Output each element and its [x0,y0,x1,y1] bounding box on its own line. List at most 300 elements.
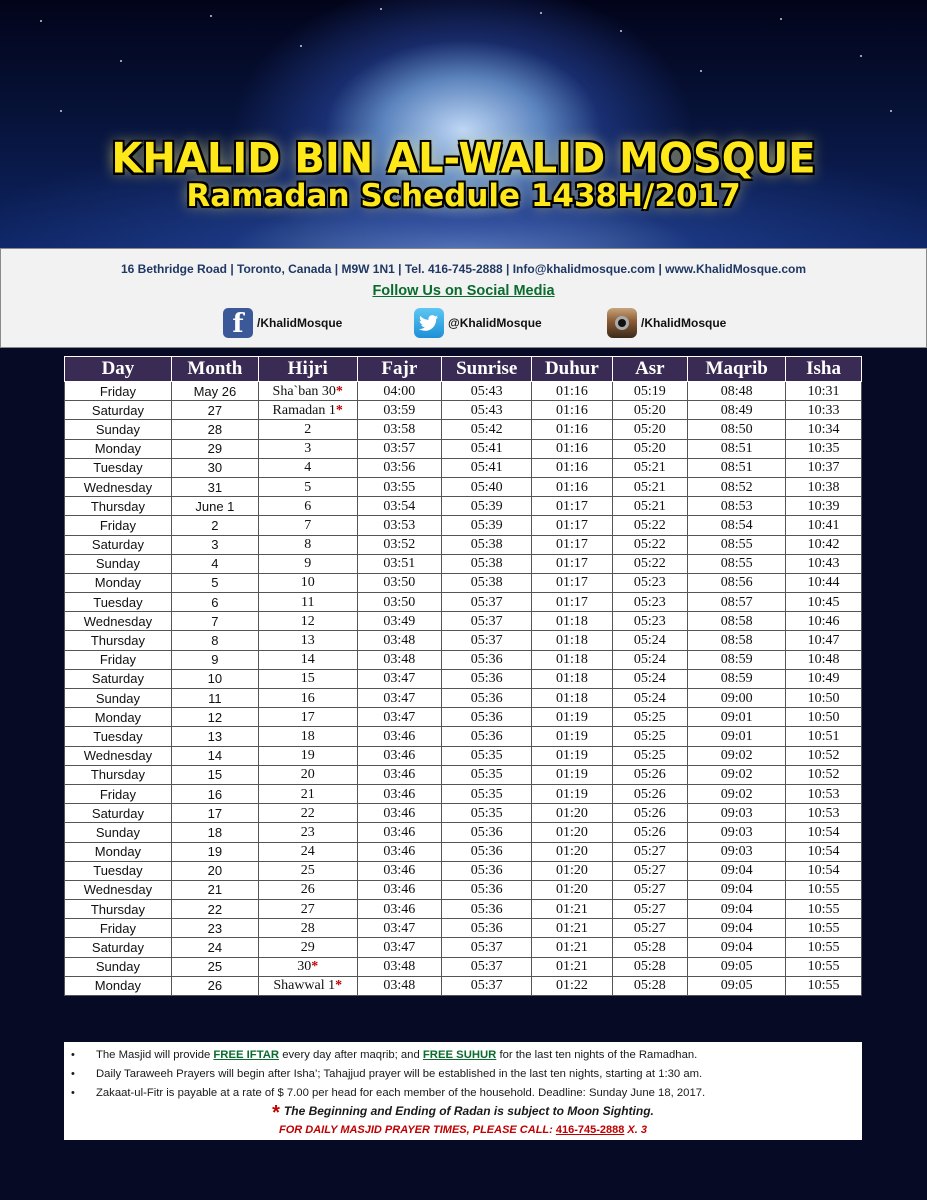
moon-sighting-asterisk: * [311,959,319,975]
fajr-cell: 03:46 [357,823,442,842]
hijri-cell [258,689,357,708]
fajr-cell: 03:46 [357,746,442,765]
sunrise-cell: 05:36 [442,900,532,919]
isha-cell: 10:53 [786,804,862,823]
fajr-cell: 03:52 [357,535,442,554]
hijri-date: 15 [300,671,315,687]
col-header-maqrib: Maqrib [688,357,786,382]
maqrib-cell: 09:00 [688,689,786,708]
maqrib-cell: 08:49 [688,401,786,420]
instagram-handle[interactable]: /KhalidMosque [641,316,727,330]
table-row [65,823,862,842]
hijri-cell [258,938,357,957]
fajr-cell: 03:46 [357,861,442,880]
sunrise-cell: 05:39 [442,516,532,535]
isha-cell: 10:54 [786,823,862,842]
month-cell: 24 [171,938,258,957]
asr-cell: 05:27 [612,880,688,899]
month-cell: 2 [171,516,258,535]
isha-cell: 10:44 [786,573,862,592]
duhur-cell: 01:16 [532,477,612,496]
table-row [65,612,862,631]
table-row [65,957,862,976]
free-suhur-highlight: FREE SUHUR [422,1049,497,1061]
asr-cell: 05:26 [612,804,688,823]
table-row [65,976,862,995]
day-cell: Monday [65,573,172,592]
sunrise-cell: 05:36 [442,689,532,708]
hijri-date: 27 [300,901,315,917]
isha-cell: 10:52 [786,746,862,765]
fajr-cell: 03:54 [357,497,442,516]
star-decoration [120,60,122,62]
note-free-iftar [71,1047,862,1066]
hijri-cell [258,900,357,919]
social-instagram[interactable] [607,307,726,339]
hijri-date: 25 [300,863,315,879]
asr-cell: 05:23 [612,573,688,592]
moon-sighting-asterisk: * [335,402,343,418]
fajr-cell: 03:50 [357,573,442,592]
fajr-cell: 03:56 [357,458,442,477]
table-row [65,880,862,899]
hijri-cell [258,420,357,439]
duhur-cell: 01:21 [532,957,612,976]
hijri-date: 28 [300,920,315,936]
isha-cell: 10:54 [786,842,862,861]
hijri-cell [258,823,357,842]
fajr-cell: 03:48 [357,976,442,995]
asr-cell: 05:27 [612,842,688,861]
table-row [65,842,862,861]
star-decoration [620,30,622,32]
maqrib-cell: 09:04 [688,938,786,957]
fajr-cell: 03:59 [357,401,442,420]
maqrib-cell: 08:57 [688,593,786,612]
fajr-cell: 03:47 [357,669,442,688]
sunrise-cell: 05:36 [442,842,532,861]
fajr-cell: 03:47 [357,708,442,727]
month-cell: May 26 [171,382,258,401]
note-taraweeh [71,1066,862,1085]
duhur-cell: 01:20 [532,823,612,842]
table-row [65,746,862,765]
twitter-handle[interactable]: @KhalidMosque [448,316,542,330]
duhur-cell: 01:16 [532,382,612,401]
day-cell: Sunday [65,420,172,439]
hijri-cell [258,439,357,458]
table-row [65,382,862,401]
hijri-date: 16 [300,690,315,706]
fajr-cell: 03:46 [357,842,442,861]
hijri-date: 26 [300,882,315,898]
table-row [65,784,862,803]
maqrib-cell: 09:05 [688,976,786,995]
day-cell: Sunday [65,689,172,708]
moon-sighting-asterisk: * [335,383,343,399]
maqrib-cell: 09:03 [688,842,786,861]
asr-cell: 05:23 [612,612,688,631]
hijri-date: 2 [304,421,312,437]
table-row [65,861,862,880]
asr-cell: 05:27 [612,919,688,938]
hijri-date: 29 [300,940,315,956]
hijri-date: 24 [300,844,315,860]
table-row [65,804,862,823]
maqrib-cell: 09:01 [688,708,786,727]
month-cell: 23 [171,919,258,938]
call-label: FOR DAILY MASJID PRAYER TIMES, PLEASE CALL: [279,1124,556,1136]
month-cell: 5 [171,573,258,592]
star-decoration [300,45,302,47]
day-cell: Saturday [65,535,172,554]
maqrib-cell: 09:04 [688,861,786,880]
hijri-date: 11 [300,594,315,610]
hijri-cell [258,861,357,880]
maqrib-cell: 08:52 [688,477,786,496]
asr-cell: 05:26 [612,765,688,784]
duhur-cell: 01:20 [532,880,612,899]
hijri-cell [258,880,357,899]
sunrise-cell: 05:41 [442,439,532,458]
hijri-cell [258,401,357,420]
col-header-asr: Asr [612,357,688,382]
asr-cell: 05:25 [612,727,688,746]
sunrise-cell: 05:36 [442,823,532,842]
hijri-cell [258,477,357,496]
day-cell: Saturday [65,938,172,957]
star-decoration [780,18,782,20]
isha-cell: 10:43 [786,554,862,573]
isha-cell: 10:55 [786,938,862,957]
hijri-cell [258,708,357,727]
hijri-date: 22 [300,805,315,821]
asr-cell: 05:19 [612,382,688,401]
sunrise-cell: 05:38 [442,573,532,592]
duhur-cell: 01:18 [532,631,612,650]
day-cell: Sunday [65,823,172,842]
asr-cell: 05:21 [612,477,688,496]
month-cell: 14 [171,746,258,765]
day-cell: Saturday [65,401,172,420]
sunrise-cell: 05:38 [442,535,532,554]
day-cell: Wednesday [65,746,172,765]
isha-cell: 10:55 [786,880,862,899]
isha-cell: 10:49 [786,669,862,688]
day-cell: Saturday [65,669,172,688]
duhur-cell: 01:16 [532,458,612,477]
maqrib-cell: 09:04 [688,900,786,919]
fajr-cell: 03:58 [357,420,442,439]
maqrib-cell: 09:03 [688,804,786,823]
table-row [65,573,862,592]
col-header-duhur: Duhur [532,357,612,382]
isha-cell: 10:51 [786,727,862,746]
fajr-cell: 03:53 [357,516,442,535]
month-cell: 4 [171,554,258,573]
isha-cell: 10:50 [786,708,862,727]
hijri-date: 18 [300,728,315,744]
maqrib-cell: 08:51 [688,458,786,477]
sunrise-cell: 05:40 [442,477,532,496]
sunrise-cell: 05:36 [442,727,532,746]
hijri-date: 4 [304,460,312,476]
star-decoration [40,20,42,22]
hijri-cell [258,497,357,516]
asr-cell: 05:22 [612,516,688,535]
hijri-cell [258,919,357,938]
hijri-date: 12 [300,613,315,629]
asr-cell: 05:26 [612,823,688,842]
sunrise-cell: 05:42 [442,420,532,439]
isha-cell: 10:54 [786,861,862,880]
col-header-month: Month [171,357,258,382]
hijri-cell [258,727,357,746]
day-cell: Monday [65,842,172,861]
moon-sighting-asterisk: * [335,978,343,994]
table-row [65,765,862,784]
month-cell: 25 [171,957,258,976]
month-cell: 20 [171,861,258,880]
maqrib-cell: 09:05 [688,957,786,976]
fajr-cell: 03:50 [357,593,442,612]
day-cell: Thursday [65,765,172,784]
duhur-cell: 01:21 [532,938,612,957]
sunrise-cell: 05:37 [442,593,532,612]
month-cell: 12 [171,708,258,727]
day-cell: Wednesday [65,477,172,496]
maqrib-cell: 08:53 [688,497,786,516]
hijri-cell [258,976,357,995]
maqrib-cell: 09:04 [688,919,786,938]
sunrise-cell: 05:37 [442,957,532,976]
sunrise-cell: 05:43 [442,382,532,401]
fajr-cell: 03:46 [357,727,442,746]
note-text: Zakaat-ul-Fitr is payable at a rate of $ 7.00 per head for each member of the household. Deadline: Sunday June 18, 2017. [96,1087,706,1099]
duhur-cell: 01:19 [532,765,612,784]
isha-cell: 10:45 [786,593,862,612]
table-row [65,458,862,477]
isha-cell: 10:47 [786,631,862,650]
isha-cell: 10:53 [786,784,862,803]
social-twitter[interactable] [414,307,542,339]
maqrib-cell: 08:56 [688,573,786,592]
fajr-cell: 03:46 [357,900,442,919]
month-cell: 6 [171,593,258,612]
month-cell: 18 [171,823,258,842]
hijri-date: Shawwal 1 [273,978,336,994]
asr-cell: 05:21 [612,497,688,516]
fajr-cell: 03:47 [357,938,442,957]
asr-cell: 05:25 [612,708,688,727]
month-cell: 8 [171,631,258,650]
month-cell: 27 [171,401,258,420]
star-decoration [540,12,542,14]
day-cell: Friday [65,650,172,669]
day-cell: Thursday [65,497,172,516]
isha-cell: 10:48 [786,650,862,669]
fajr-cell: 03:49 [357,612,442,631]
table-row [65,497,862,516]
day-cell: Friday [65,784,172,803]
maqrib-cell: 09:03 [688,823,786,842]
hijri-cell [258,516,357,535]
isha-cell: 10:37 [786,458,862,477]
table-row [65,650,862,669]
month-cell: 15 [171,765,258,784]
duhur-cell: 01:19 [532,727,612,746]
sunrise-cell: 05:36 [442,919,532,938]
table-row [65,708,862,727]
duhur-cell: 01:20 [532,804,612,823]
col-header-sunrise: Sunrise [442,357,532,382]
facebook-handle[interactable]: /KhalidMosque [257,316,343,330]
day-cell: Tuesday [65,861,172,880]
asr-cell: 05:21 [612,458,688,477]
asr-cell: 05:25 [612,746,688,765]
month-cell: June 1 [171,497,258,516]
maqrib-cell: 08:58 [688,612,786,631]
asr-cell: 05:20 [612,401,688,420]
isha-cell: 10:33 [786,401,862,420]
isha-cell: 10:55 [786,976,862,995]
month-cell: 31 [171,477,258,496]
star-decoration [380,8,382,10]
hijri-date: 20 [300,767,315,783]
day-cell: Friday [65,382,172,401]
moon-sighting-note [64,1102,862,1125]
sunrise-cell: 05:36 [442,669,532,688]
isha-cell: 10:50 [786,689,862,708]
fajr-cell: 03:46 [357,765,442,784]
month-cell: 19 [171,842,258,861]
table-row [65,516,862,535]
duhur-cell: 01:21 [532,919,612,938]
sunrise-cell: 05:37 [442,612,532,631]
hijri-date: 17 [300,709,315,725]
duhur-cell: 01:17 [532,535,612,554]
isha-cell: 10:39 [786,497,862,516]
asr-cell: 05:24 [612,689,688,708]
month-cell: 3 [171,535,258,554]
fajr-cell: 03:47 [357,689,442,708]
month-cell: 29 [171,439,258,458]
hijri-date: 23 [300,824,315,840]
isha-cell: 10:42 [786,535,862,554]
month-cell: 9 [171,650,258,669]
maqrib-cell: 09:01 [688,727,786,746]
duhur-cell: 01:17 [532,497,612,516]
table-header-row [65,357,862,382]
col-header-hijri: Hijri [258,357,357,382]
sunrise-cell: 05:36 [442,880,532,899]
isha-cell: 10:55 [786,957,862,976]
day-cell: Friday [65,919,172,938]
hijri-date: 14 [300,652,315,668]
day-cell: Friday [65,516,172,535]
phone-number[interactable]: 416-745-2888 [555,1124,625,1136]
col-header-isha: Isha [786,357,862,382]
day-cell: Tuesday [65,458,172,477]
day-cell: Tuesday [65,593,172,612]
hijri-date: Ramadan 1 [272,402,336,418]
fajr-cell: 03:46 [357,880,442,899]
month-cell: 21 [171,880,258,899]
call-info [64,1124,862,1136]
table-row [65,439,862,458]
maqrib-cell: 08:55 [688,554,786,573]
hijri-cell [258,573,357,592]
twitter-icon [414,308,444,338]
hijri-date: 8 [304,537,312,553]
day-cell: Saturday [65,804,172,823]
note-text: every day after maqrib; and [279,1049,423,1061]
maqrib-cell: 09:02 [688,765,786,784]
moon-sighting-text: The Beginning and Ending of Radan is subject to Moon Sighting. [283,1104,654,1118]
hijri-cell [258,650,357,669]
table-row [65,689,862,708]
table-row [65,631,862,650]
table-row [65,420,862,439]
maqrib-cell: 09:04 [688,880,786,899]
duhur-cell: 01:20 [532,842,612,861]
table-row [65,535,862,554]
star-decoration [700,70,702,72]
hijri-date: 10 [300,575,315,591]
hijri-date: 5 [304,479,312,495]
day-cell: Monday [65,439,172,458]
sunrise-cell: 05:41 [442,458,532,477]
table-row [65,477,862,496]
bullet-icon: • [71,1068,75,1080]
hijri-cell [258,746,357,765]
maqrib-cell: 08:59 [688,650,786,669]
phone-extension: X. 3 [624,1124,647,1136]
day-cell: Monday [65,708,172,727]
isha-cell: 10:46 [786,612,862,631]
hijri-date: 21 [300,786,315,802]
sunrise-cell: 05:36 [442,708,532,727]
hijri-cell [258,535,357,554]
asr-cell: 05:27 [612,861,688,880]
star-decoration [210,15,212,17]
sunrise-cell: 05:35 [442,784,532,803]
header-banner [0,0,927,248]
ramadan-schedule-table [64,356,862,996]
asr-cell: 05:28 [612,976,688,995]
duhur-cell: 01:17 [532,516,612,535]
sunrise-cell: 05:37 [442,631,532,650]
duhur-cell: 01:17 [532,593,612,612]
col-header-day: Day [65,357,172,382]
hijri-cell [258,612,357,631]
day-cell: Thursday [65,900,172,919]
month-cell: 30 [171,458,258,477]
fajr-cell: 03:46 [357,804,442,823]
schedule-subtitle: Ramadan Schedule 1438H/2017 [186,178,741,214]
hijri-cell [258,842,357,861]
month-cell: 16 [171,784,258,803]
table-row [65,401,862,420]
social-facebook[interactable] [223,307,342,339]
month-cell: 28 [171,420,258,439]
table-row [65,593,862,612]
asr-cell: 05:24 [612,650,688,669]
fajr-cell: 03:48 [357,650,442,669]
sunrise-cell: 05:36 [442,650,532,669]
asr-cell: 05:28 [612,957,688,976]
asr-cell: 05:27 [612,900,688,919]
